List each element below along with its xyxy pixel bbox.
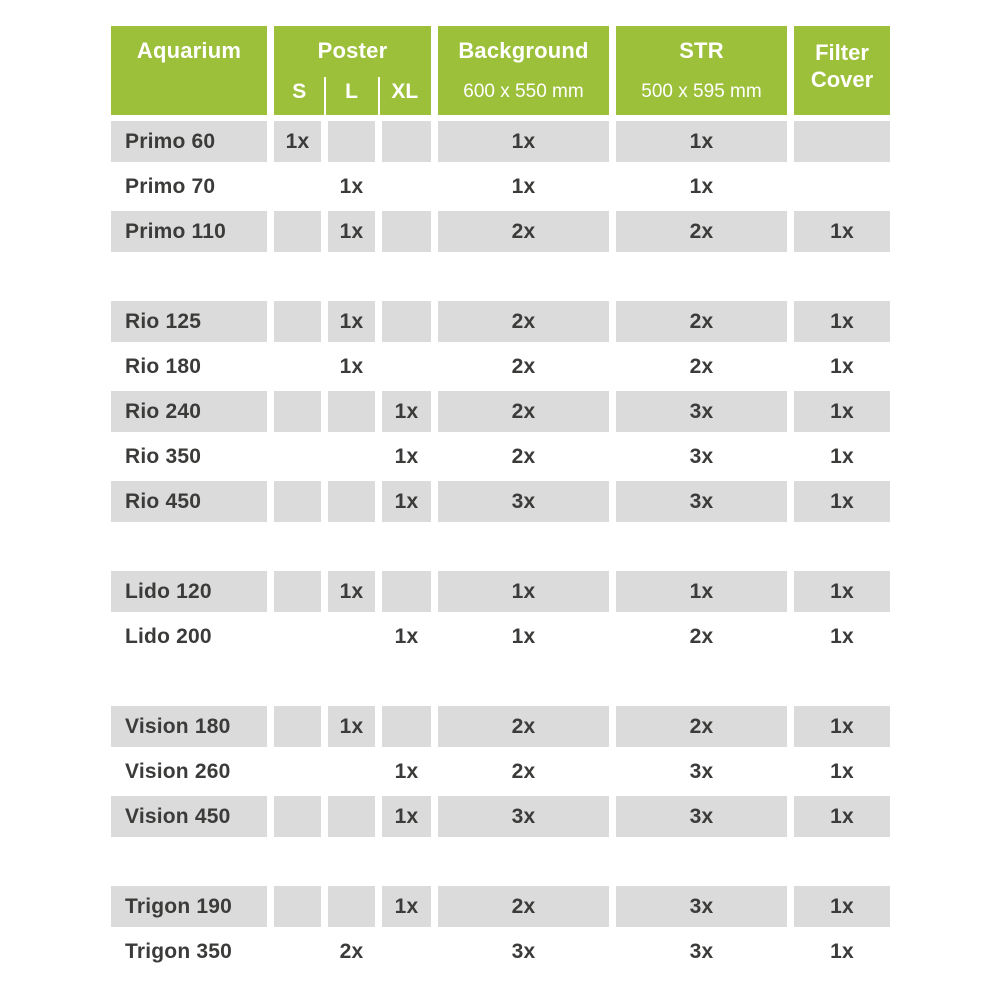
- str-qty-cell: 3x: [616, 481, 787, 522]
- table-row: [111, 166, 890, 207]
- header-poster-size-s: S: [292, 80, 307, 103]
- filter-cover-qty-cell: 1x: [794, 886, 890, 927]
- background-qty-cell: 2x: [511, 354, 536, 378]
- s-qty-cell: [274, 751, 321, 792]
- aquarium-name-cell: Lido 120: [111, 571, 267, 612]
- xl-qty-cell: [382, 121, 431, 162]
- filter-cover-qty-cell: 1x: [830, 759, 854, 783]
- section-spacer: [111, 661, 890, 702]
- xl-qty-cell: [382, 346, 431, 387]
- filter-cover-qty-cell: 1x: [794, 391, 890, 432]
- background-qty-cell: 1x: [438, 121, 609, 162]
- aquarium-name-cell: Primo 70: [125, 174, 216, 198]
- table-row: [111, 346, 890, 387]
- table-body: [111, 121, 890, 972]
- aquarium-name-cell: Vision 180: [111, 706, 267, 747]
- l-qty-cell: [328, 121, 375, 162]
- aquarium-name-cell: Rio 350: [125, 444, 202, 468]
- table-row: [111, 481, 890, 522]
- s-qty-cell: [274, 706, 321, 747]
- aquarium-name-cell: Lido 200: [125, 624, 212, 648]
- background-qty-cell: 2x: [438, 301, 609, 342]
- background-qty-cell: 2x: [511, 444, 536, 468]
- header-poster-column: [274, 26, 431, 115]
- filter-cover-qty-cell: 1x: [794, 301, 890, 342]
- s-qty-cell: [274, 571, 321, 612]
- aquarium-name-cell: Rio 450: [111, 481, 267, 522]
- aquarium-name-cell: Rio 125: [111, 301, 267, 342]
- str-qty-cell: 3x: [616, 886, 787, 927]
- filter-cover-qty-cell: 1x: [794, 211, 890, 252]
- xl-qty-cell: [382, 211, 431, 252]
- str-qty-cell: 1x: [616, 121, 787, 162]
- background-qty-cell: 2x: [438, 886, 609, 927]
- l-qty-cell: 1x: [339, 174, 364, 198]
- table-row: [111, 121, 890, 162]
- table-row: [111, 796, 890, 837]
- xl-qty-cell: 1x: [394, 624, 419, 648]
- table-row: [111, 616, 890, 657]
- section-spacer: [111, 256, 890, 297]
- table-header: [111, 26, 890, 115]
- xl-qty-cell: 1x: [394, 759, 419, 783]
- xl-qty-cell: 1x: [394, 444, 419, 468]
- table-row: [111, 751, 890, 792]
- xl-qty-cell: [382, 166, 431, 207]
- accessory-table: [111, 26, 890, 976]
- aquarium-name-cell: Vision 260: [125, 759, 231, 783]
- s-qty-cell: [274, 481, 321, 522]
- filter-cover-qty-cell: 1x: [830, 624, 854, 648]
- l-qty-cell: 2x: [339, 939, 364, 963]
- str-qty-cell: 1x: [689, 174, 714, 198]
- background-qty-cell: 1x: [511, 174, 536, 198]
- header-aquarium-column: [111, 26, 267, 115]
- header-filter-cover-line2: Cover: [810, 66, 874, 92]
- l-qty-cell: [328, 481, 375, 522]
- aquarium-name-cell: Rio 180: [125, 354, 202, 378]
- filter-cover-qty-cell: [794, 166, 890, 207]
- background-qty-cell: 2x: [438, 211, 609, 252]
- section-spacer: [111, 526, 890, 567]
- filter-cover-qty-cell: 1x: [830, 444, 854, 468]
- s-qty-cell: 1x: [274, 121, 321, 162]
- l-qty-cell: 1x: [339, 354, 364, 378]
- l-qty-cell: [328, 796, 375, 837]
- header-background-column: [438, 26, 609, 115]
- l-qty-cell: 1x: [328, 211, 375, 252]
- str-qty-cell: 3x: [616, 796, 787, 837]
- filter-cover-qty-cell: [794, 121, 890, 162]
- str-qty-cell: 2x: [616, 211, 787, 252]
- table-row: [111, 706, 890, 747]
- l-qty-cell: [328, 436, 375, 477]
- filter-cover-qty-cell: 1x: [794, 796, 890, 837]
- header-background-label: Background: [458, 37, 589, 63]
- background-qty-cell: 3x: [438, 481, 609, 522]
- xl-qty-cell: 1x: [382, 481, 431, 522]
- str-qty-cell: 1x: [616, 571, 787, 612]
- s-qty-cell: [274, 616, 321, 657]
- background-qty-cell: 1x: [511, 624, 536, 648]
- header-str-label: STR: [679, 37, 724, 63]
- header-poster-sizes: [274, 75, 431, 115]
- l-qty-cell: [328, 616, 375, 657]
- aquarium-name-cell: Trigon 350: [125, 939, 233, 963]
- str-qty-cell: 2x: [689, 624, 714, 648]
- background-qty-cell: 3x: [511, 939, 536, 963]
- table-row: [111, 301, 890, 342]
- table-row: [111, 391, 890, 432]
- table-row: [111, 211, 890, 252]
- poster-size-divider: [378, 77, 380, 115]
- s-qty-cell: [274, 166, 321, 207]
- s-qty-cell: [274, 886, 321, 927]
- s-qty-cell: [274, 796, 321, 837]
- aquarium-name-cell: Primo 60: [111, 121, 267, 162]
- s-qty-cell: [274, 436, 321, 477]
- l-qty-cell: [328, 391, 375, 432]
- table-row: [111, 571, 890, 612]
- header-poster-size-xl: XL: [391, 80, 419, 103]
- filter-cover-qty-cell: 1x: [830, 354, 854, 378]
- filter-cover-qty-cell: 1x: [830, 939, 854, 963]
- background-qty-cell: 2x: [438, 706, 609, 747]
- header-str-size: 500 x 595 mm: [641, 81, 762, 102]
- background-qty-cell: 2x: [511, 759, 536, 783]
- l-qty-cell: 1x: [328, 571, 375, 612]
- table-row: [111, 931, 890, 972]
- s-qty-cell: [274, 211, 321, 252]
- filter-cover-qty-cell: 1x: [794, 571, 890, 612]
- background-qty-cell: 3x: [438, 796, 609, 837]
- header-filter-cover-column: [794, 26, 890, 115]
- header-str-column: [616, 26, 787, 115]
- xl-qty-cell: 1x: [382, 796, 431, 837]
- s-qty-cell: [274, 931, 321, 972]
- poster-size-divider: [324, 77, 326, 115]
- table-row: [111, 886, 890, 927]
- s-qty-cell: [274, 346, 321, 387]
- xl-qty-cell: [382, 571, 431, 612]
- aquarium-name-cell: Rio 240: [111, 391, 267, 432]
- aquarium-name-cell: Trigon 190: [111, 886, 267, 927]
- str-qty-cell: 3x: [616, 391, 787, 432]
- str-qty-cell: 3x: [689, 939, 714, 963]
- s-qty-cell: [274, 391, 321, 432]
- l-qty-cell: 1x: [328, 706, 375, 747]
- xl-qty-cell: 1x: [382, 886, 431, 927]
- aquarium-name-cell: Primo 110: [111, 211, 267, 252]
- filter-cover-qty-cell: 1x: [794, 706, 890, 747]
- l-qty-cell: [328, 751, 375, 792]
- xl-qty-cell: [382, 706, 431, 747]
- l-qty-cell: 1x: [328, 301, 375, 342]
- section-spacer: [111, 841, 890, 882]
- str-qty-cell: 2x: [616, 706, 787, 747]
- header-filter-cover-line1: Filter: [815, 39, 869, 65]
- str-qty-cell: 2x: [616, 301, 787, 342]
- aquarium-name-cell: Vision 450: [111, 796, 267, 837]
- str-qty-cell: 2x: [689, 354, 714, 378]
- xl-qty-cell: [382, 301, 431, 342]
- table-row: [111, 436, 890, 477]
- background-qty-cell: 1x: [438, 571, 609, 612]
- header-aquarium-label: Aquarium: [136, 37, 242, 63]
- str-qty-cell: 3x: [689, 759, 714, 783]
- header-poster-size-l: L: [345, 80, 358, 103]
- background-qty-cell: 2x: [438, 391, 609, 432]
- str-qty-cell: 3x: [689, 444, 714, 468]
- xl-qty-cell: [382, 931, 431, 972]
- filter-cover-qty-cell: 1x: [794, 481, 890, 522]
- header-background-size: 600 x 550 mm: [463, 81, 584, 102]
- header-poster-label: Poster: [317, 37, 388, 63]
- s-qty-cell: [274, 301, 321, 342]
- l-qty-cell: [328, 886, 375, 927]
- xl-qty-cell: 1x: [382, 391, 431, 432]
